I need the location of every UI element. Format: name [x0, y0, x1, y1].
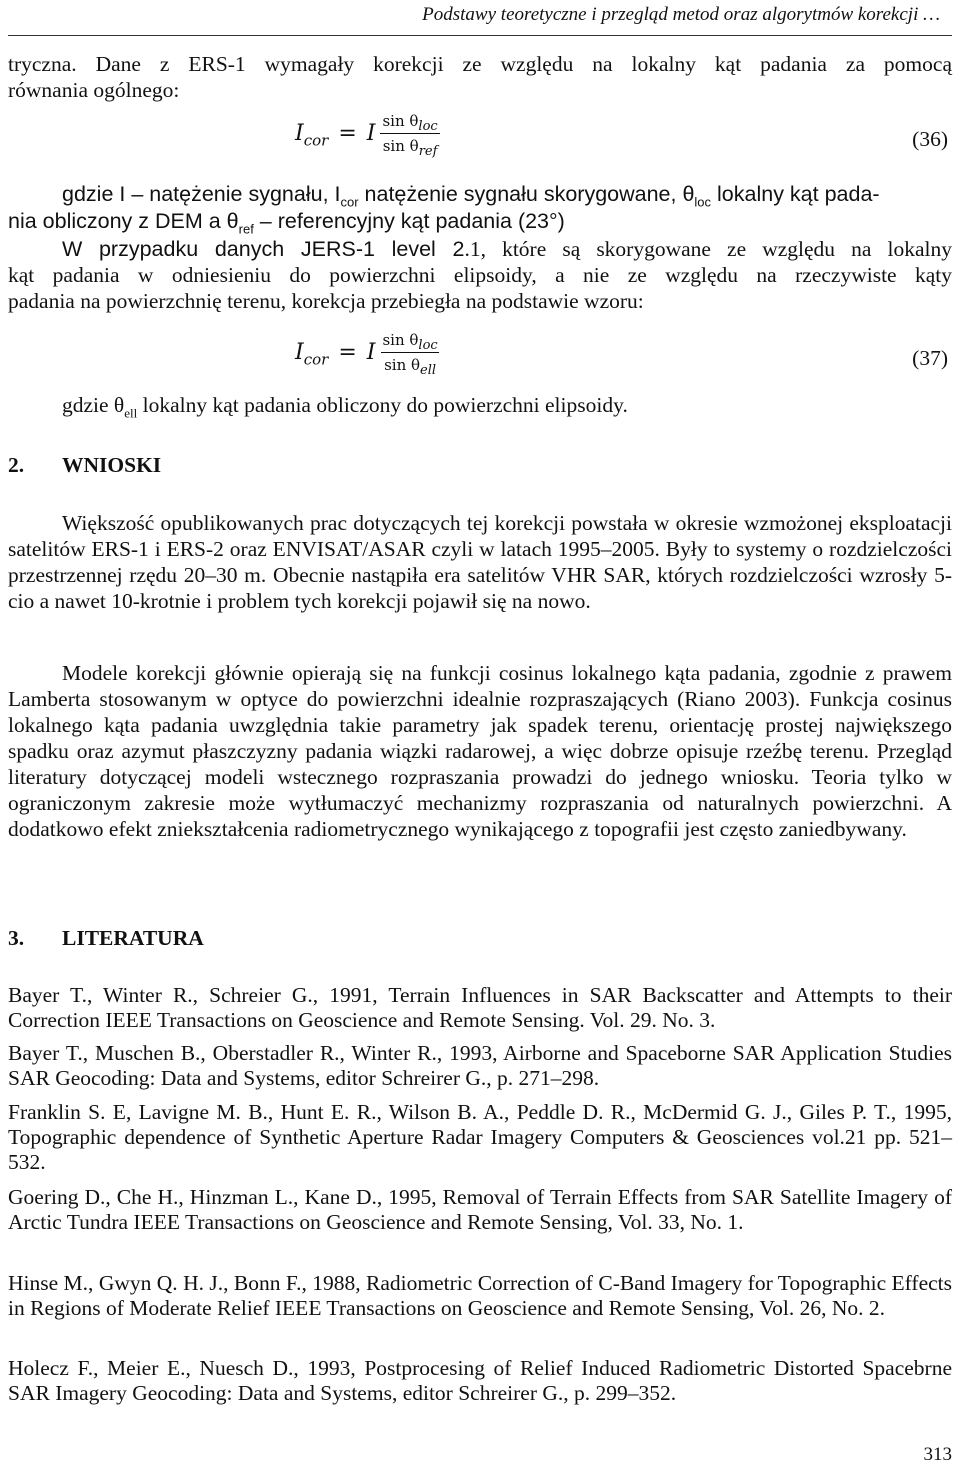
equation-37-number: (37): [912, 346, 948, 370]
header-rule: [8, 35, 952, 36]
eq37-equals: =: [338, 340, 357, 365]
equation-37: [295, 331, 441, 378]
where-36-line-2: nia obliczony z DEM a $\theta_{ref}$ – referencyjny kąt padania (23°): [8, 209, 565, 237]
eq36-lhs: $I_{cor}$: [295, 121, 329, 150]
conclusions-paragraph-2: Modele korekcji głównie opierają się na funkcji cosinus lokalnego kąta padania, zgodnie z prawem Lamberta stosowanym w optyce do powierzchni idealnie rozpraszających (Riano 2003). Funkcja cosinus lokalnego kąta padania uwzględnia takie parametry jak spadek terenu, orientację prostej największego spadku oraz azymut płaszczyzny padania wiązki radarowej, a więc dobrze opisuje rzeźbę terenu. Przegląd literatury dotyczącej modeli wstecznego rozpraszania prowadzi do jednego wniosku. Teoria tylko w ograniczonym zakresie może wytłumaczyć mechanizmy rozpraszania od naturalnych powierzchni. A dodatkowo efekt zniekształcenia radiometrycznego wynikającego z topografii jest często zaniedbywany.: [8, 661, 952, 841]
equation-36: [295, 112, 441, 159]
section-heading-literatura: 3. LITERATURA: [8, 926, 204, 950]
where-36-line-1: gdzie I – natężenie sygnału, $I_{cor}$ natężenie sygnału skorygowane, $\theta_{loc}$ lokalny kąt pada-: [62, 182, 880, 210]
eq36-denominator: $\sin \theta_{ref}$: [380, 133, 441, 155]
intro-line-1: tryczna. Dane z ERS-1 wymagały korekcji ze względu na lokalny kąt padania za pomocą: [8, 52, 952, 76]
eq37-fraction: [379, 331, 440, 378]
eq37-var: I: [366, 340, 376, 365]
reference-item: Bayer T., Muschen B., Oberstadler R., Winter R., 1993, Airborne and Spaceborne SAR Application Studies SAR Geocoding: Data and Systems, editor Schreirer G., p. 271–298.: [8, 1041, 952, 1090]
eq36-fraction: [379, 112, 440, 159]
eq37-numerator: $\sin \theta_{loc}$: [382, 331, 438, 353]
intro-line-2: równania ogólnego:: [8, 78, 180, 102]
reference-item: Hinse M., Gwyn Q. H. J., Bonn F., 1988, Radiometric Correction of C-Band Imagery for Topographic Effects in Regions of Moderate Relief IEEE Transactions on Geoscience and Remote Sensing, Vol. 26, No. 2.: [8, 1271, 952, 1320]
section-heading-wnioski: 2. WNIOSKI: [8, 453, 162, 477]
intro-paragraph: [8, 51, 952, 103]
jers-line-2: kąt padania w odniesieniu do powierzchni elipsoidy, a nie ze względu na rzeczywiste kąty: [8, 263, 952, 287]
eq36-equals: =: [338, 121, 357, 146]
reference-item: Holecz F., Meier E., Nuesch D., 1993, Postprocesing of Relief Induced Radiometric Distorted Spacebrne SAR Imagery Geocoding: Data and Systems, editor Schreirer G., p. 299–352.: [8, 1356, 952, 1405]
jers-line-1: W przypadku danych JERS-1 level 2.1, które są skorygowane ze względu na lokalny: [62, 237, 952, 261]
where-37: gdzie $\theta_{ell}$ lokalny kąt padania obliczony do powierzchni elipsoidy.: [62, 393, 628, 421]
eq36-numerator: $\sin \theta_{loc}$: [382, 112, 438, 134]
jers-line-3: padania na powierzchnię terenu, korekcja przebiegła na podstawie wzoru:: [8, 289, 644, 313]
running-header: Podstawy teoretyczne i przegląd metod oraz algorytmów korekcji …: [422, 4, 940, 25]
equation-36-number: (36): [912, 127, 948, 151]
reference-item: Bayer T., Winter R., Schreier G., 1991, Terrain Influences in SAR Backscatter and Attempts to their Correction IEEE Transactions on Geoscience and Remote Sensing. Vol. 29. No. 3.: [8, 983, 952, 1032]
jers-paragraph: [8, 236, 952, 314]
eq36-var: I: [366, 121, 376, 146]
eq37-lhs: $I_{cor}$: [295, 340, 329, 369]
reference-item: Franklin S. E, Lavigne M. B., Hunt E. R., Wilson B. A., Peddle D. R., McDermid G. J., Giles P. T., 1995, Topographic dependence of Synthetic Aperture Radar Imagery Computers & Geosciences vol.21 pp. 521–532.: [8, 1100, 952, 1174]
eq37-denominator: $\sin \theta_{ell}$: [381, 352, 439, 374]
reference-item: Goering D., Che H., Hinzman L., Kane D., 1995, Removal of Terrain Effects from SAR Satellite Imagery of Arctic Tundra IEEE Transactions on Geoscience and Remote Sensing, Vol. 33, No. 1.: [8, 1185, 952, 1234]
conclusions-paragraph-1: Większość opublikowanych prac dotyczących tej korekcji powstała w okresie wzmożonej eksploatacji satelitów ERS-1 i ERS-2 oraz ENVISAT/ASAR czyli w latach 1995–2005. Były to systemy o rozdzielczości przestrzennej rzędu 20–30 m. Obecnie nastąpiła era satelitów VHR SAR, których rozdzielczości wzrosły 5-cio a nawet 10-krotnie i problem tych korekcji pojawił się na nowo.: [8, 511, 952, 613]
page-number: 313: [923, 1444, 952, 1465]
